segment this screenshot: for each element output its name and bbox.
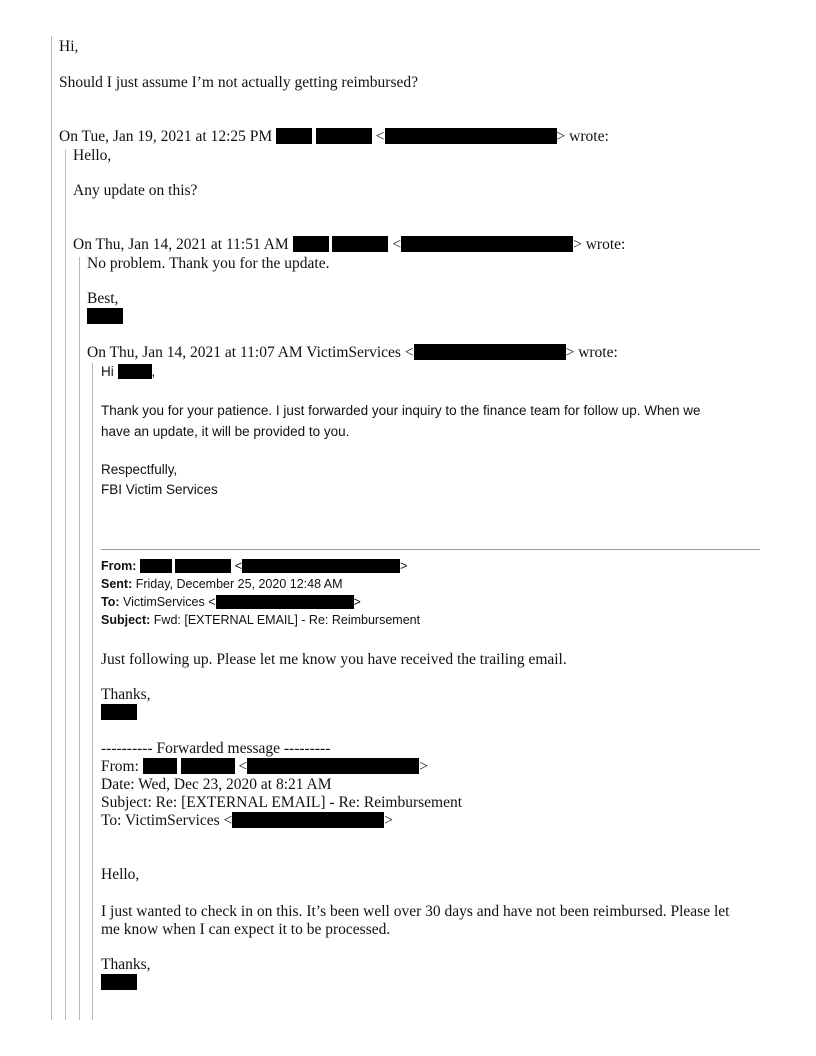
redacted-signature-name xyxy=(87,308,123,326)
forwarded-body-line-2: me know when I can expect it to be processed. xyxy=(101,921,391,938)
attribution-wrote: wrote: xyxy=(569,128,609,145)
redacted-from-last-name xyxy=(181,758,235,774)
redacted-sender-email xyxy=(414,344,566,360)
attribution-date: On Tue, Jan 19, 2021 at 12:25 PM xyxy=(59,128,273,145)
followup-body: Just following up. Please let me know you have received the trailing email. xyxy=(101,651,567,668)
redacted-recipient-name xyxy=(118,364,152,379)
forwarded-subject: Subject: Re: [EXTERNAL EMAIL] - Re: Reimbursement xyxy=(101,794,463,811)
forwarded-date: Date: Wed, Dec 23, 2020 at 8:21 AM xyxy=(101,776,332,793)
redacted-sender-last-name xyxy=(316,128,372,144)
redacted-to-email xyxy=(232,812,384,828)
attribution-date: On Thu, Jan 14, 2021 at 11:51 AM xyxy=(73,236,289,253)
reply3-body-line-1: Thank you for your patience. I just forwarded your inquiry to the finance team for follow up. When we xyxy=(101,403,701,418)
header-sent: Sent: Friday, December 25, 2020 12:48 AM xyxy=(101,577,343,591)
quote-bar-level-3 xyxy=(79,257,80,1020)
followup-closing: Thanks, xyxy=(101,686,151,703)
forwarded-closing: Thanks, xyxy=(101,956,151,973)
redacted-sender-first-name xyxy=(276,128,312,144)
reply3-signature: FBI Victim Services xyxy=(101,482,218,497)
quote-bar-level-2 xyxy=(65,150,66,1020)
redacted-from-email xyxy=(247,758,419,774)
header-to: To: VictimServices < > xyxy=(101,595,361,609)
redacted-from-last-name xyxy=(175,559,231,573)
forwarded-separator: ---------- Forwarded message --------- xyxy=(101,740,331,757)
reply2-closing: Best, xyxy=(87,290,119,307)
redacted-followup-signature xyxy=(101,704,137,722)
reply1-greeting: Hello, xyxy=(73,147,112,164)
redacted-sender-last-name xyxy=(332,236,388,252)
reply3-greeting: Hi , xyxy=(101,364,156,379)
forwarded-greeting: Hello, xyxy=(101,866,140,883)
forwarded-to: To: VictimServices < > xyxy=(101,812,394,829)
attribution-wrote: wrote: xyxy=(578,344,618,361)
header-subject: Subject: Fwd: [EXTERNAL EMAIL] - Re: Reimbursement xyxy=(101,613,421,627)
forwarded-from: From: < > xyxy=(101,758,429,775)
message-body: Should I just assume I’m not actually getting reimbursed? xyxy=(59,74,419,91)
reply3-body-line-2: have an update, it will be provided to you. xyxy=(101,424,350,439)
reply1-body: Any update on this? xyxy=(73,182,198,199)
header-from: From: < > xyxy=(101,559,408,573)
redacted-from-first-name xyxy=(140,559,172,573)
redacted-sender-email xyxy=(385,128,557,144)
redacted-sender-email xyxy=(401,236,573,252)
quote-attribution-1: On Tue, Jan 19, 2021 at 12:25 PM < > wrote: xyxy=(59,128,609,145)
redacted-sender-first-name xyxy=(293,236,329,252)
header-divider xyxy=(101,549,760,550)
quote-attribution-2: On Thu, Jan 14, 2021 at 11:51 AM < > wrote: xyxy=(73,236,626,253)
forwarded-body-line-1: I just wanted to check in on this. It’s been well over 30 days and have not been reimbursed. Please let xyxy=(101,903,730,920)
reply3-closing: Respectfully, xyxy=(101,462,178,477)
quote-bar-level-1 xyxy=(51,36,52,1020)
reply2-body: No problem. Thank you for the update. xyxy=(87,255,330,272)
quote-bar-level-4 xyxy=(92,363,93,1020)
redacted-to-email xyxy=(216,595,354,609)
greeting: Hi, xyxy=(59,38,79,55)
redacted-from-first-name xyxy=(143,758,177,774)
quote-attribution-3: On Thu, Jan 14, 2021 at 11:07 AM VictimServices < > wrote: xyxy=(87,344,618,361)
attribution-wrote: wrote: xyxy=(585,236,626,253)
attribution-date: On Thu, Jan 14, 2021 at 11:07 AM VictimServices xyxy=(87,344,401,361)
redacted-forwarded-signature xyxy=(101,974,137,992)
redacted-from-email xyxy=(242,559,400,573)
